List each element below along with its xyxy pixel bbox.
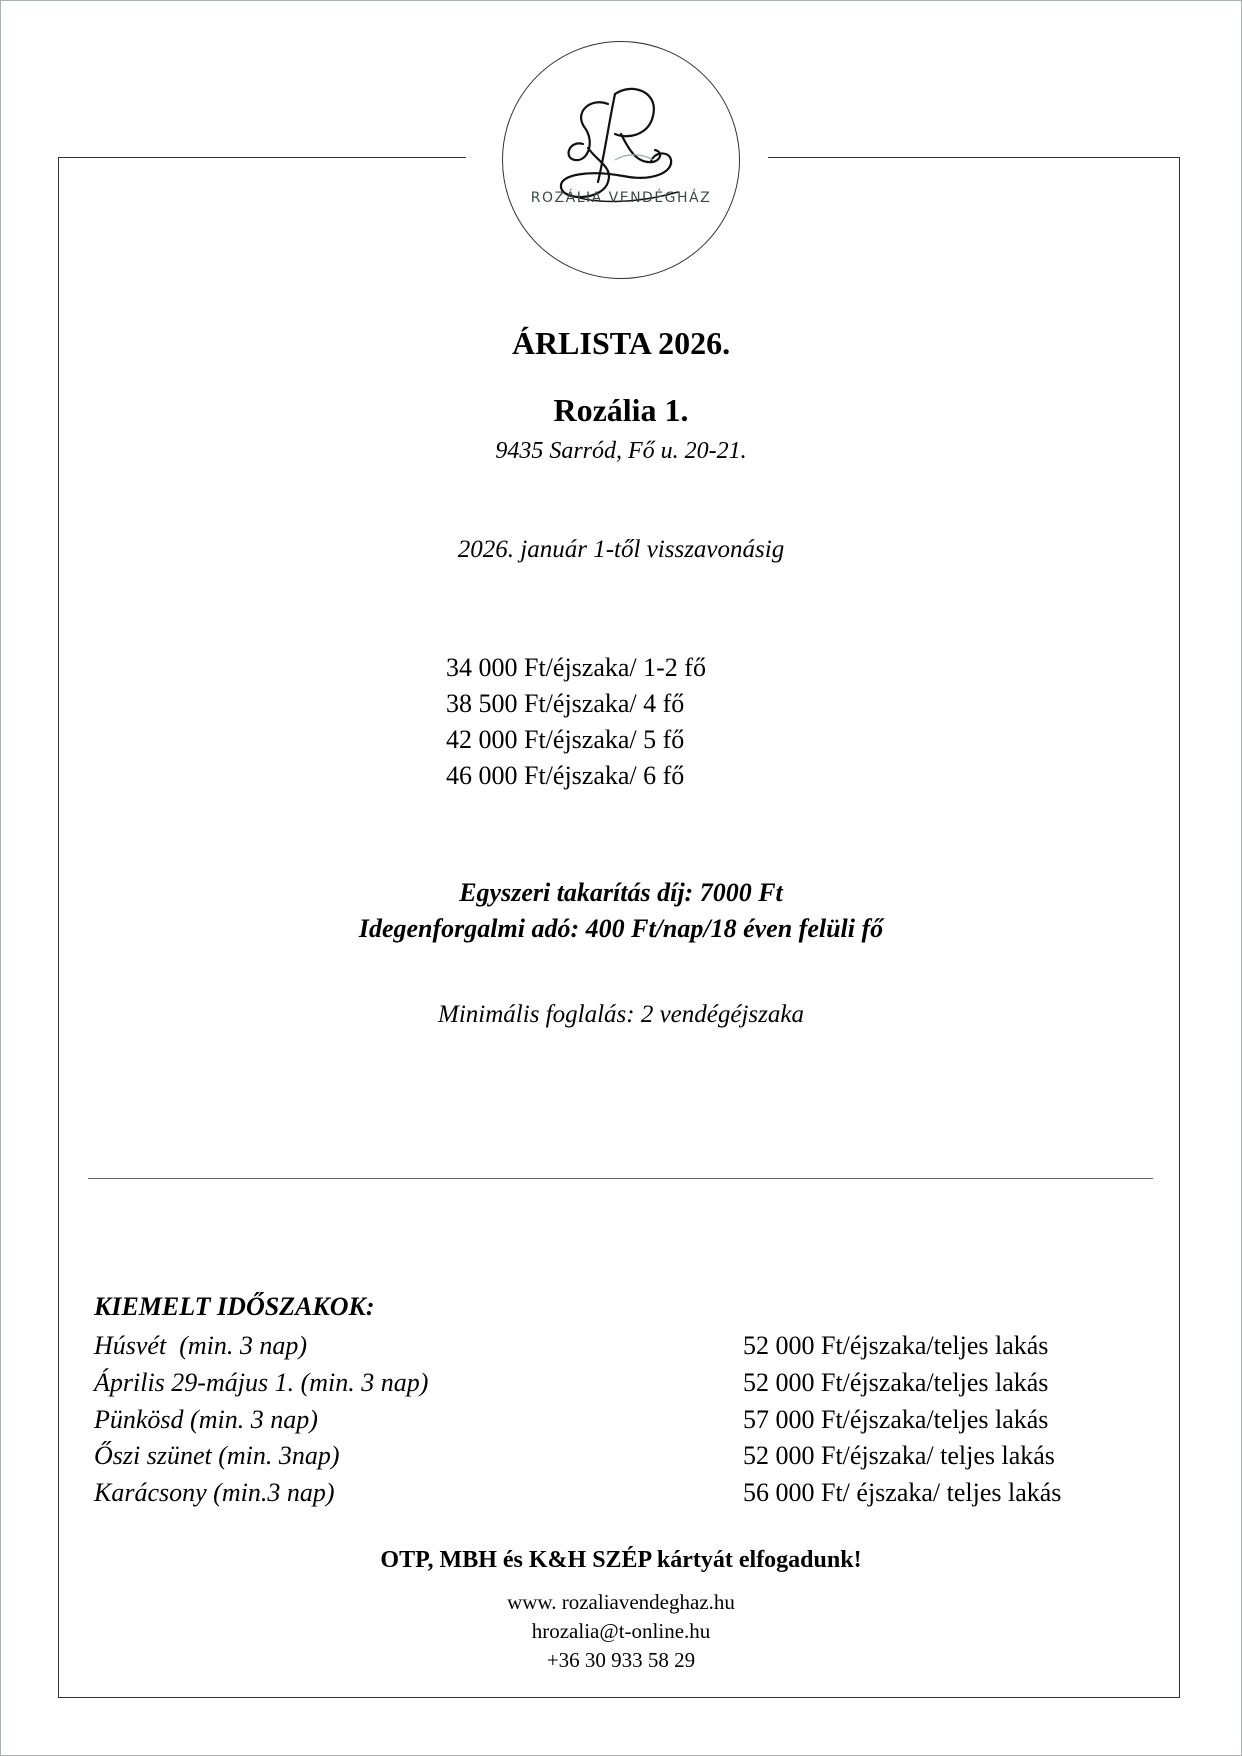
period-price: 57 000 Ft/éjszaka/teljes lakás [743, 1404, 1049, 1434]
period-name: Április 29-május 1. (min. 3 nap) [94, 1367, 429, 1397]
frame-top-right-line [768, 157, 1179, 158]
address: 9435 Sarród, Fő u. 20-21. [495, 438, 747, 464]
website-link[interactable]: www. rozaliavendeghaz.hu [507, 1590, 735, 1614]
period-price: 52 000 Ft/éjszaka/teljes lakás [743, 1367, 1049, 1397]
property-name: Rozália 1. [553, 392, 689, 428]
minimum-booking: Minimális foglalás: 2 vendégéjszaka [438, 1001, 804, 1028]
price-item: 34 000 Ft/éjszaka/ 1-2 fő [446, 653, 706, 682]
email-link[interactable]: hrozalia@t-online.hu [531, 1619, 711, 1643]
monogram-icon [503, 42, 739, 278]
cleaning-fee: Egyszeri takarítás díj: 7000 Ft [459, 878, 783, 907]
logo-name: ROZÁLIA VENDÉGHÁZ [530, 190, 712, 206]
price-item: 46 000 Ft/éjszaka/ 6 fő [446, 761, 685, 790]
period-price: 56 000 Ft/ éjszaka/ teljes lakás [743, 1478, 1062, 1508]
period-name: Karácsony (min.3 nap) [94, 1478, 335, 1508]
period-price: 52 000 Ft/éjszaka/teljes lakás [743, 1331, 1049, 1360]
price-item: 42 000 Ft/éjszaka/ 5 fő [446, 725, 685, 754]
period-name: Őszi szünet (min. 3nap) [94, 1441, 340, 1471]
special-periods-heading: KIEMELT IDŐSZAKOK: [94, 1292, 375, 1321]
period-name: Pünkösd (min. 3 nap) [94, 1404, 318, 1434]
price-list [446, 650, 706, 794]
logo [502, 41, 740, 279]
period-price: 52 000 Ft/éjszaka/ teljes lakás [743, 1441, 1055, 1471]
period-name: Húsvét (min. 3 nap) [94, 1331, 308, 1360]
frame-top-left-line [58, 157, 466, 158]
phone-number: +36 30 933 58 29 [546, 1648, 696, 1672]
price-item: 38 500 Ft/éjszaka/ 4 fő [446, 689, 685, 718]
special-prices-list [743, 1328, 1061, 1512]
special-periods-list [94, 1328, 428, 1512]
page-title: ÁRLISTA 2026. [511, 325, 731, 361]
tourist-tax: Idegenforgalmi adó: 400 Ft/nap/18 éven felüli fő [358, 914, 884, 943]
card-acceptance: OTP, MBH és K&H SZÉP kártyát elfogadunk! [380, 1547, 862, 1573]
validity: 2026. január 1-től visszavonásig [457, 536, 785, 563]
divider [88, 1178, 1153, 1179]
